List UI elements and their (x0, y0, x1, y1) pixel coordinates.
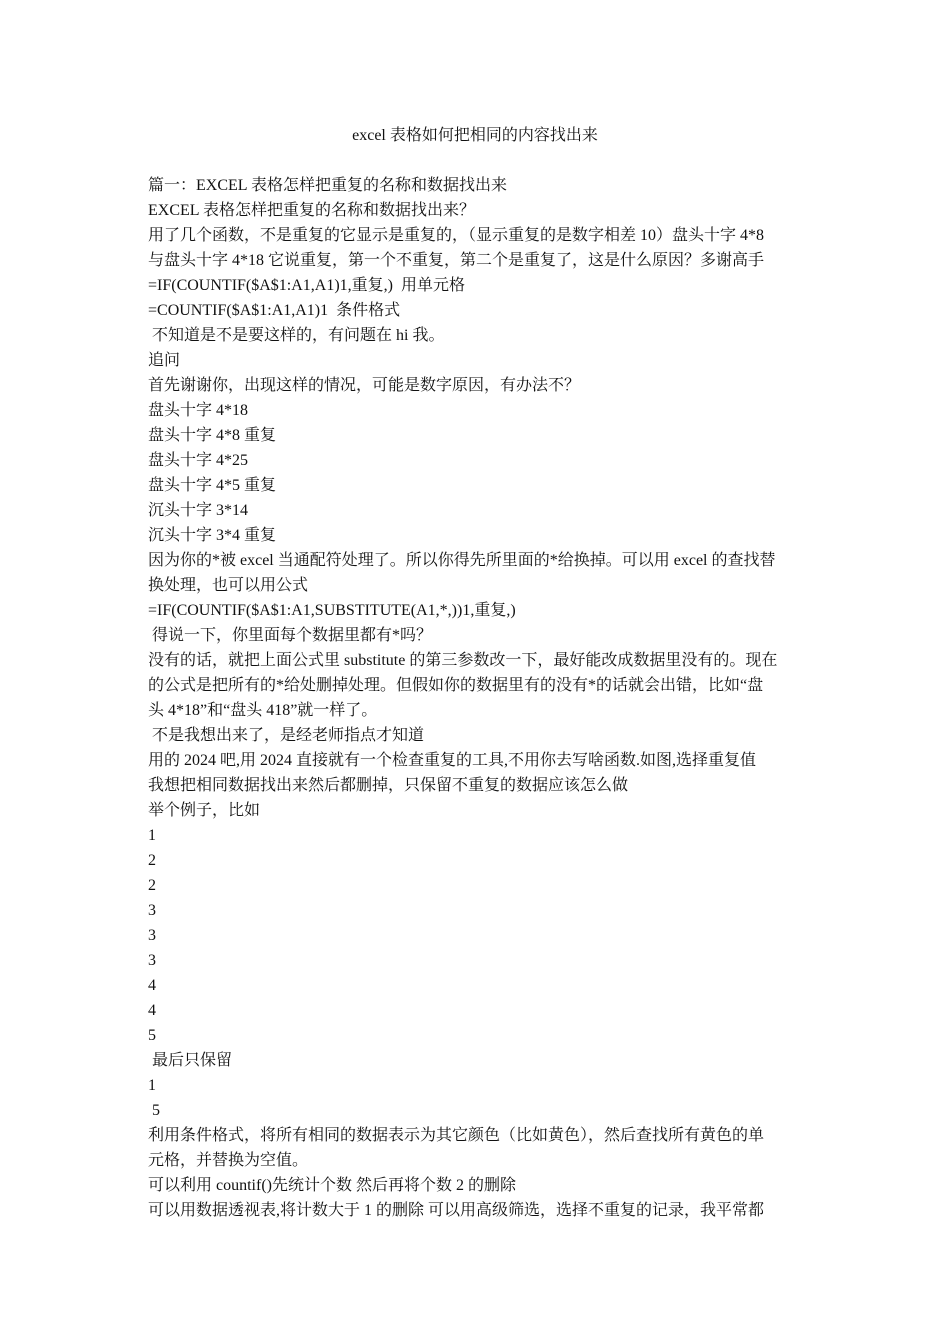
text-line: 沉头十字 3*14 (148, 502, 249, 519)
text-line: 2 (148, 877, 156, 894)
text-line: 与盘头十字 4*18 它说重复，第一个不重复，第二个是重复了，这是什么原因？多谢高手 (148, 252, 765, 269)
text-line: =COUNTIF($A$1:A1,A1)1 条件格式 (148, 302, 401, 319)
text-line: 利用条件格式，将所有相同的数据表示为其它颜色（比如黄色），然后查找所有黄色的单 (148, 1127, 765, 1144)
text-line: 盘头十字 4*8 重复 (148, 427, 277, 444)
text-line: 3 (148, 927, 156, 944)
text-line: 盘头十字 4*5 重复 (148, 477, 277, 494)
document-body (148, 173, 808, 1223)
text-line: 可以用数据透视表,将计数大于 1 的删除 可以用高级筛选，选择不重复的记录，我平常都 (148, 1202, 765, 1219)
text-line: 2 (148, 852, 156, 869)
text-line: 换处理，也可以用公式 (148, 577, 309, 594)
text-line: 5 (148, 1102, 160, 1119)
text-line: 沉头十字 3*4 重复 (148, 527, 277, 544)
text-line: 4 (148, 1002, 156, 1019)
text-line: 的公式是把所有的*给处删掉处理。但假如你的数据里有的没有*的话就会出错，比如“盘 (148, 677, 764, 694)
text-line: 不是我想出来了，是经老师指点才知道 (148, 727, 425, 744)
text-line: 我想把相同数据找出来然后都删掉，只保留不重复的数据应该怎么做 (148, 777, 629, 794)
text-line: 最后只保留 (148, 1052, 233, 1069)
text-line: 用了几个函数，不是重复的它显示是重复的，（显示重复的是数字相差 10）盘头十字 4*8 (148, 227, 765, 244)
text-line: 5 (148, 1027, 156, 1044)
text-line: 不知道是不是要这样的，有问题在 hi 我。 (148, 327, 445, 344)
text-line: =IF(COUNTIF($A$1:A1,A1)1,重复,) 用单元格 (148, 277, 466, 294)
text-line: 3 (148, 902, 156, 919)
text-line: 4 (148, 977, 156, 994)
text-line: 1 (148, 1077, 156, 1094)
text-line: 得说一下，你里面每个数据里都有*吗？ (148, 627, 433, 644)
text-line: 举个例子，比如 (148, 802, 261, 819)
text-line: EXCEL 表格怎样把重复的名称和数据找出来？ (148, 202, 475, 219)
text-line: 盘头十字 4*25 (148, 452, 249, 469)
text-line: 没有的话，就把上面公式里 substitute 的第三参数改一下，最好能改成数据里没有的。现在 (148, 652, 778, 669)
text-line: 1 (148, 827, 156, 844)
text-line: 首先谢谢你，出现这样的情况，可能是数字原因，有办法不？ (148, 377, 581, 394)
text-line: 追问 (148, 352, 181, 369)
text-line: 元格，并替换为空值。 (148, 1152, 309, 1169)
text-line: 用的 2024 吧,用 2024 直接就有一个检查重复的工具,不用你去写啥函数.如图,选择重复值 (148, 752, 757, 769)
text-line: 盘头十字 4*18 (148, 402, 249, 419)
text-line: =IF(COUNTIF($A$1:A1,SUBSTITUTE(A1,*,))1,重复,) (148, 602, 516, 619)
text-line: 头 4*18”和“盘头 418”就一样了。 (148, 702, 378, 719)
text-line: 因为你的*被 excel 当通配符处理了。所以你得先所里面的*给换掉。可以用 excel 的查找替 (148, 552, 776, 569)
text-line: 3 (148, 952, 156, 969)
text-line: 可以利用 countif()先统计个数 然后再将个数 2 的删除 (148, 1177, 516, 1194)
text-line: 篇一：EXCEL 表格怎样把重复的名称和数据找出来 (148, 177, 507, 194)
document-title: excel 表格如何把相同的内容找出来 (352, 127, 598, 144)
